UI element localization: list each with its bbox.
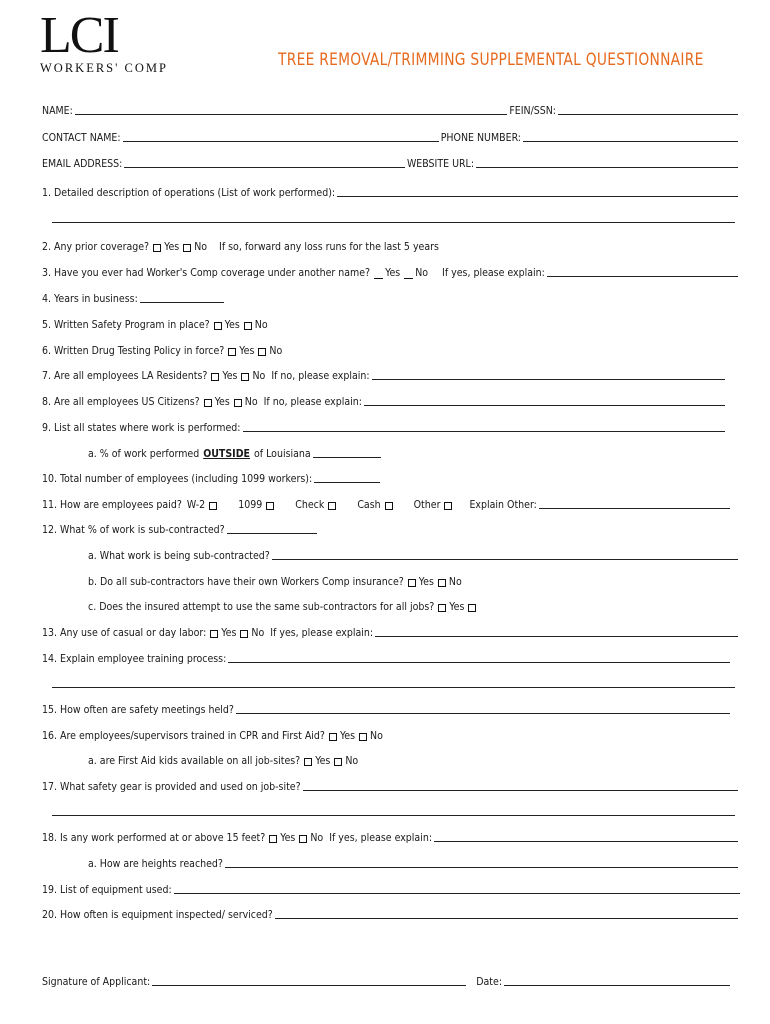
yes-label: Yes (222, 370, 238, 382)
q3-no-option[interactable] (404, 278, 413, 279)
q12c-row (88, 597, 740, 613)
q2-note: If so, forward any loss runs for the last 5 years (219, 241, 439, 253)
yes-label: Yes (280, 832, 296, 844)
yes-label: Yes (221, 627, 237, 639)
q3-explain-field[interactable] (547, 275, 738, 277)
q20-label: 20. How often is equipment inspected/ serviced? (42, 909, 273, 921)
q7-explain-label: If no, please explain: (271, 370, 370, 382)
logo-sub: WORKERS' COMP (40, 61, 168, 75)
q15-field[interactable] (236, 712, 730, 714)
q2-yes-checkbox[interactable] (153, 244, 161, 252)
q3-label: 3. Have you ever had Worker's Comp coverage under another name? (42, 267, 371, 279)
no-label: No (269, 345, 283, 357)
yes-label: Yes (164, 241, 180, 253)
q6-label: 6. Written Drug Testing Policy in force? (42, 345, 225, 357)
q18-explain-label: If yes, please explain: (329, 832, 433, 844)
q9a-row (88, 444, 740, 460)
q18-explain-field[interactable] (434, 840, 738, 842)
q4-row (42, 289, 740, 305)
q9a-field[interactable] (313, 456, 381, 458)
q11-label: 11. How are employees paid? (42, 499, 182, 511)
q9a-louisiana: of Louisiana (254, 448, 311, 460)
no-label: No (252, 370, 266, 382)
q7-row (42, 366, 727, 382)
q1-extra-line[interactable] (52, 222, 735, 223)
email-row (42, 154, 740, 170)
signature-label: Signature of Applicant: (42, 976, 151, 988)
q17-extra-line[interactable] (52, 815, 735, 816)
q19-label: 19. List of equipment used: (42, 884, 172, 896)
q20-row (42, 905, 740, 921)
q4-label: 4. Years in business: (42, 293, 138, 305)
q2-no-checkbox[interactable] (183, 244, 191, 252)
q9a-outside: OUTSIDE (203, 448, 250, 460)
q12b-row (88, 572, 740, 588)
q16a-label: a. are First Aid kids available on all job-sites? (88, 755, 301, 767)
name-row (42, 101, 740, 117)
q9-field[interactable] (243, 430, 726, 432)
q11-cash-label: Cash (357, 499, 381, 511)
q12-row (42, 520, 740, 536)
no-label: No (448, 576, 462, 588)
contact-label: CONTACT NAME: (42, 132, 121, 144)
q11-1099-checkbox[interactable] (266, 502, 274, 510)
q13-row (42, 623, 740, 639)
phone-label: PHONE NUMBER: (440, 132, 521, 144)
q8-explain-label: If no, please explain: (263, 396, 362, 408)
yes-label: Yes (315, 755, 331, 767)
q11-check-checkbox[interactable] (328, 502, 336, 510)
q18-label: 18. Is any work performed at or above 15 feet? (42, 832, 266, 844)
q12c-yes-checkbox[interactable] (438, 604, 446, 612)
lci-logo (40, 7, 168, 76)
q16-label: 16. Are employees/supervisors trained in CPR and First Aid? (42, 730, 325, 742)
no-label: No (194, 241, 208, 253)
q12a-field[interactable] (272, 558, 738, 560)
no-label: No (244, 396, 258, 408)
yes-label: Yes (224, 319, 240, 331)
yes-label: Yes (449, 601, 465, 613)
yes-label: Yes (418, 576, 434, 588)
phone-field[interactable] (523, 140, 738, 142)
q18-yes-checkbox[interactable] (269, 835, 277, 843)
q18-row (42, 828, 740, 844)
q20-field[interactable] (275, 917, 738, 919)
q15-label: 15. How often are safety meetings held? (42, 704, 234, 716)
q8-yes-checkbox[interactable] (204, 399, 212, 407)
q13-explain-label: If yes, please explain: (270, 627, 374, 639)
q14-extra-line[interactable] (52, 687, 735, 688)
website-field[interactable] (476, 166, 738, 168)
q13-explain-field[interactable] (375, 635, 738, 637)
no-label: No (254, 319, 268, 331)
signature-row (42, 972, 732, 988)
q11-explain-label: Explain Other: (469, 499, 537, 511)
contact-row (42, 128, 740, 144)
q1-label: 1. Detailed description of operations (List of work performed): (42, 187, 336, 199)
q16-yes-checkbox[interactable] (329, 733, 337, 741)
q18a-field[interactable] (225, 866, 738, 868)
q9-row (42, 418, 727, 434)
page-title: TREE REMOVAL/TRIMMING SUPPLEMENTAL QUESTIONNAIRE (278, 50, 704, 69)
q8-no-checkbox[interactable] (234, 399, 242, 407)
q6-no-checkbox[interactable] (258, 348, 266, 356)
q11-other-label: Other (413, 499, 441, 511)
q9-label: 9. List all states where work is performed: (42, 422, 241, 434)
q12c-label: c. Does the insured attempt to use the same sub-contractors for all jobs? (88, 601, 435, 613)
q11-check-label: Check (295, 499, 325, 511)
q13-label: 13. Any use of casual or day labor: (42, 627, 207, 639)
yes-label: Yes (239, 345, 255, 357)
q14-label: 14. Explain employee training process: (42, 653, 227, 665)
q10-field[interactable] (314, 481, 380, 483)
q6-yes-checkbox[interactable] (228, 348, 236, 356)
no-label: No (251, 627, 265, 639)
q17-label: 17. What safety gear is provided and used on job-site? (42, 781, 301, 793)
name-label: NAME: (42, 105, 73, 117)
q12b-label: b. Do all sub-contractors have their own Workers Comp insurance? (88, 576, 404, 588)
q19-row (42, 880, 742, 896)
contact-field[interactable] (123, 140, 439, 142)
q16a-yes-checkbox[interactable] (304, 758, 312, 766)
q12-label: 12. What % of work is sub-contracted? (42, 524, 225, 536)
q16-row (42, 726, 740, 742)
q16-no-checkbox[interactable] (359, 733, 367, 741)
q11-w2-checkbox[interactable] (209, 502, 217, 510)
q2-row (42, 237, 740, 253)
yes-label: Yes (385, 267, 401, 279)
no-label: No (345, 755, 359, 767)
q11-cash-checkbox[interactable] (385, 502, 393, 510)
q12a-label: a. What work is being sub-contracted? (88, 550, 270, 562)
q12b-no-checkbox[interactable] (438, 579, 446, 587)
yes-label: Yes (339, 730, 356, 742)
q8-row (42, 392, 727, 408)
name-field[interactable] (75, 113, 507, 115)
q7-no-checkbox[interactable] (241, 373, 249, 381)
q11-1099-label: 1099 (238, 499, 263, 511)
q3-yes-option[interactable] (374, 278, 383, 279)
email-label: EMAIL ADDRESS: (42, 158, 123, 170)
no-label: No (415, 267, 429, 279)
q4-field[interactable] (140, 301, 224, 303)
q13-no-checkbox[interactable] (240, 630, 248, 638)
q8-explain-field[interactable] (364, 404, 725, 406)
q11-explain-field[interactable] (539, 507, 730, 509)
q17-row (42, 777, 740, 793)
q9a-label: a. % of work performed (88, 448, 200, 460)
q14-field[interactable] (228, 661, 730, 663)
q18a-label: a. How are heights reached? (88, 858, 223, 870)
q18-no-checkbox[interactable] (299, 835, 307, 843)
q15-row (42, 700, 732, 716)
q10-row (42, 469, 740, 485)
yes-label: Yes (214, 396, 230, 408)
email-field[interactable] (124, 166, 405, 168)
q3-explain-label: If yes, please explain: (442, 267, 545, 279)
q5-label: 5. Written Safety Program in place? (42, 319, 210, 331)
q17-field[interactable] (303, 789, 738, 791)
no-label: No (370, 730, 383, 742)
q18a-row (88, 854, 740, 870)
q3-row (42, 263, 740, 279)
q2-label: 2. Any prior coverage? (42, 241, 150, 253)
q11-row (42, 495, 732, 511)
q14-row (42, 649, 732, 665)
q5-no-checkbox[interactable] (244, 322, 252, 330)
q16a-row (88, 751, 740, 767)
fein-label: FEIN/SSN: (509, 105, 556, 117)
q1-field[interactable] (337, 195, 738, 197)
q12a-row (88, 546, 740, 562)
q12b-yes-checkbox[interactable] (408, 579, 416, 587)
q5-yes-checkbox[interactable] (214, 322, 222, 330)
q12c-no-checkbox[interactable] (468, 604, 476, 612)
q11-other-checkbox[interactable] (444, 502, 452, 510)
q7-label: 7. Are all employees LA Residents? (42, 370, 208, 382)
website-label: WEBSITE URL: (406, 158, 474, 170)
q16a-no-checkbox[interactable] (334, 758, 342, 766)
date-field[interactable] (504, 984, 730, 986)
q12-field[interactable] (227, 532, 317, 534)
date-label: Date: (476, 976, 502, 988)
q1-row (42, 183, 740, 199)
q7-yes-checkbox[interactable] (211, 373, 219, 381)
no-label: No (310, 832, 324, 844)
q11-w2-label: W-2 (186, 499, 206, 511)
q5-row (42, 315, 740, 331)
signature-field[interactable] (152, 984, 466, 986)
q19-field[interactable] (174, 892, 740, 894)
q10-label: 10. Total number of employees (including 1099 workers): (42, 473, 313, 485)
q6-row (42, 341, 740, 357)
q13-yes-checkbox[interactable] (210, 630, 218, 638)
logo-main: LCI (40, 7, 118, 64)
q7-explain-field[interactable] (372, 378, 725, 380)
fein-field[interactable] (558, 113, 738, 115)
q8-label: 8. Are all employees US Citizens? (42, 396, 200, 408)
